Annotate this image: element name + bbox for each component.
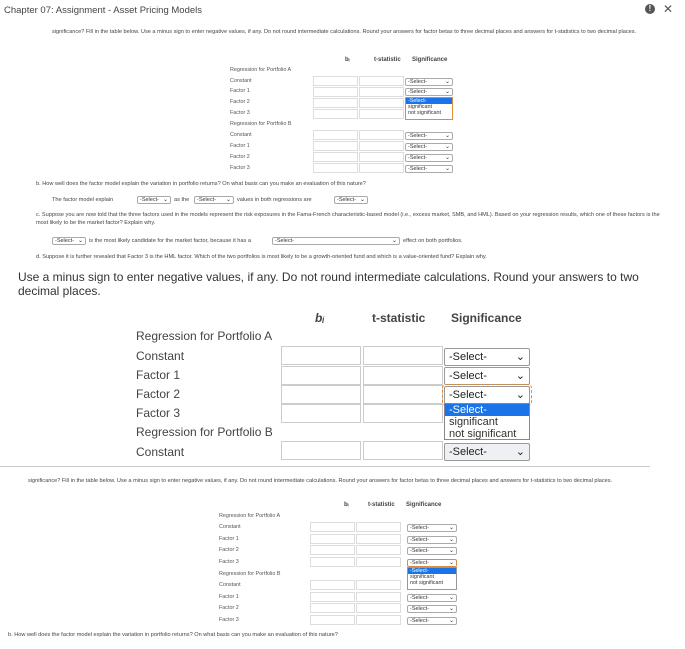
zoom-t-input[interactable] — [363, 346, 443, 365]
col-header-t: t-statistic — [374, 57, 401, 63]
group-label-b: Regression for Portfolio B — [230, 121, 292, 127]
dropdown-option[interactable]: significant — [408, 104, 432, 110]
significance-select[interactable]: -Select- ⌄ — [407, 547, 457, 555]
row-label: Factor 3 — [219, 559, 239, 565]
dropdown-option[interactable]: not significant — [449, 428, 517, 440]
row-label: Factor 1 — [219, 594, 239, 600]
close-icon[interactable]: ✕ — [663, 2, 674, 16]
zoom-significance-select[interactable]: -Select- ⌄ — [444, 367, 530, 385]
row-label: Factor 2 — [219, 605, 239, 611]
zoom-col-header-t: t-statistic — [372, 311, 426, 325]
t-input[interactable] — [356, 603, 401, 613]
bi-input[interactable] — [310, 580, 355, 590]
question-c-line: effect on both portfolios. — [403, 238, 463, 244]
significance-select[interactable]: -Select- ⌄ — [407, 524, 457, 532]
page-title: Chapter 07: Assignment - Asset Pricing Models — [4, 5, 203, 16]
chevron-down-icon: ⌄ — [448, 618, 454, 624]
bi-input[interactable] — [310, 557, 355, 567]
chevron-down-icon: ⌄ — [515, 446, 525, 458]
dropdown-option[interactable]: -Select- — [445, 404, 529, 416]
t-input[interactable] — [356, 522, 401, 532]
significance-dropdown-open[interactable] — [405, 97, 453, 120]
dropdown-option[interactable]: not significant — [410, 580, 443, 586]
question-d-text: d. Suppose it is further revealed that Factor 3 is the HML factor. Which of the two portfolios is most likely to be a growth-oriented fund and which is a value-oriented fund? Explain why. — [36, 254, 487, 260]
t-input[interactable] — [359, 130, 404, 140]
t-input[interactable] — [356, 592, 401, 602]
chevron-down-icon: ⌄ — [448, 606, 454, 612]
zoom-bi-input[interactable] — [281, 441, 361, 460]
question-b-line: values in both regressions are — [237, 197, 312, 203]
zoom-row-label: Constant — [136, 349, 185, 363]
zoom-bi-input[interactable] — [281, 385, 361, 404]
zoom-t-input[interactable] — [363, 404, 443, 423]
bi-input[interactable] — [310, 522, 355, 532]
group-label-b: Regression for Portfolio B — [219, 571, 281, 577]
zoom-t-input[interactable] — [363, 441, 443, 460]
question-c-line: is the most likely candidate for the market factor, because it has a — [89, 238, 251, 244]
zoom-row-label: Constant — [136, 445, 185, 459]
chevron-down-icon: ⌄ — [448, 525, 454, 531]
question-b-text-repeat: b. How well does the factor model explain the variation in portfolio returns? On what basis can you make an evaluation of this nature? — [8, 632, 338, 638]
significance-select[interactable]: -Select- ⌄ — [405, 132, 453, 140]
row-label: Factor 1 — [219, 536, 239, 542]
significance-select[interactable]: -Select- ⌄ — [407, 594, 457, 602]
zoom-significance-select[interactable]: -Select- ⌄ — [444, 443, 530, 461]
significance-select[interactable]: -Select- ⌄ — [407, 605, 457, 613]
chevron-down-icon: ⌄ — [444, 89, 450, 95]
row-label: Factor 2 — [230, 99, 250, 105]
col-header-bi: bᵢ — [344, 502, 349, 508]
zoom-t-input[interactable] — [363, 366, 443, 385]
bi-input[interactable] — [313, 109, 358, 119]
t-input[interactable] — [356, 534, 401, 544]
zoom-significance-dropdown-open[interactable] — [444, 403, 530, 440]
section-divider — [0, 466, 650, 467]
question-b-line: as the — [174, 197, 190, 203]
bi-input[interactable] — [313, 141, 358, 151]
t-input[interactable] — [356, 545, 401, 555]
chevron-down-icon: ⌄ — [515, 389, 525, 401]
significance-select-focused[interactable]: -Select- ⌄ — [407, 559, 457, 567]
row-label: Factor 3 — [230, 165, 250, 171]
bi-input[interactable] — [310, 534, 355, 544]
t-input[interactable] — [356, 615, 401, 625]
question-b-text: b. How well does the factor model explain the variation in portfolio returns? On what basis can you make an evaluation of this nature? — [36, 181, 366, 187]
t-input[interactable] — [359, 152, 404, 162]
question-c-text: c. Suppose you are now told that the three factors used in the models represent the risk exposures in the Fama-French characteristic-based model (i.e., excess market, SMB, and HML). Based on your regression results, which one of these factors is the most likely to be the market factor? Explain why. — [36, 212, 660, 226]
effect-select[interactable]: -Select- ⌄ — [272, 237, 400, 245]
bi-input[interactable] — [313, 76, 358, 86]
row-label: Factor 3 — [230, 110, 250, 116]
chevron-down-icon: ⌄ — [225, 197, 231, 203]
zoom-group-label-a: Regression for Portfolio A — [136, 329, 273, 343]
significance-dropdown-open[interactable] — [407, 567, 457, 590]
bi-input[interactable] — [310, 603, 355, 613]
chevron-down-icon: ⌄ — [515, 370, 525, 382]
chevron-down-icon: ⌄ — [448, 560, 454, 566]
chevron-down-icon: ⌄ — [444, 155, 450, 161]
measure-select[interactable]: -Select- ⌄ — [194, 196, 234, 204]
zoom-bi-input[interactable] — [281, 404, 361, 423]
row-label: Factor 2 — [230, 154, 250, 160]
row-label: Constant — [230, 132, 252, 138]
bi-input[interactable] — [313, 130, 358, 140]
zoom-row-label: Factor 3 — [136, 406, 181, 420]
zoom-t-input[interactable] — [363, 385, 443, 404]
chevron-down-icon: ⌄ — [162, 197, 168, 203]
factor-select[interactable]: -Select- ⌄ — [52, 237, 86, 245]
bi-input[interactable] — [313, 152, 358, 162]
question-b-line: The factor model explain — [52, 197, 114, 203]
significance-select[interactable]: -Select- ⌄ — [405, 78, 453, 86]
chevron-down-icon: ⌄ — [444, 79, 450, 85]
zoom-group-label-b: Regression for Portfolio B — [136, 425, 273, 439]
info-icon[interactable]: ! — [645, 4, 655, 14]
row-label: Constant — [230, 78, 252, 84]
bi-input[interactable] — [310, 592, 355, 602]
col-header-t: t-statistic — [368, 502, 395, 508]
t-input[interactable] — [359, 141, 404, 151]
zoom-significance-select[interactable]: -Select- ⌄ — [444, 348, 530, 366]
row-label: Factor 3 — [219, 617, 239, 623]
dropdown-option[interactable]: significant — [410, 574, 434, 580]
chevron-down-icon: ⌄ — [448, 595, 454, 601]
zoom-row-label: Factor 2 — [136, 387, 181, 401]
chevron-down-icon: ⌄ — [448, 537, 454, 543]
bi-input[interactable] — [310, 615, 355, 625]
zoom-col-header-significance: Significance — [451, 311, 522, 325]
col-header-bi: bᵢ — [345, 57, 350, 63]
bi-input[interactable] — [313, 98, 358, 108]
row-label: Factor 2 — [219, 547, 239, 553]
level-select[interactable]: -Select- ⌄ — [334, 196, 368, 204]
zoom-bi-input[interactable] — [281, 346, 361, 365]
row-label: Constant — [219, 524, 241, 530]
zoom-row-label: Factor 1 — [136, 368, 181, 382]
chevron-down-icon: ⌄ — [515, 351, 525, 363]
zoom-significance-select-focused[interactable]: -Select- ⌄ — [444, 386, 530, 404]
row-label: Factor 1 — [230, 88, 250, 94]
bi-input[interactable] — [313, 163, 358, 173]
t-input[interactable] — [359, 76, 404, 86]
significance-select[interactable]: -Select- ⌄ — [405, 165, 453, 173]
bi-input[interactable] — [310, 545, 355, 555]
zoom-bi-input[interactable] — [281, 366, 361, 385]
significance-select[interactable]: -Select- ⌄ — [405, 88, 453, 96]
zoom-intro-paragraph: Use a minus sign to enter negative values, if any. Do not round intermediate calculations. Round your answers to two decimal places. — [18, 270, 639, 298]
significance-select[interactable]: -Select- ⌄ — [407, 617, 457, 625]
significance-select[interactable]: -Select- ⌄ — [405, 143, 453, 151]
t-input[interactable] — [356, 557, 401, 567]
dropdown-option[interactable]: -Select- — [406, 98, 452, 104]
t-input[interactable] — [356, 580, 401, 590]
t-input[interactable] — [359, 109, 404, 119]
chevron-down-icon: ⌄ — [448, 548, 454, 554]
chevron-down-icon: ⌄ — [391, 238, 397, 244]
chevron-down-icon: ⌄ — [444, 133, 450, 139]
t-input[interactable] — [359, 87, 404, 97]
group-label-a: Regression for Portfolio A — [219, 513, 281, 519]
col-header-significance: Significance — [406, 502, 442, 508]
col-header-significance: Significance — [412, 57, 448, 63]
chevron-down-icon: ⌄ — [444, 144, 450, 150]
row-label: Factor 1 — [230, 143, 250, 149]
significance-select[interactable]: -Select- ⌄ — [405, 154, 453, 162]
window-header — [0, 0, 685, 22]
chevron-down-icon: ⌄ — [77, 238, 83, 244]
t-input[interactable] — [359, 163, 404, 173]
significance-select[interactable]: -Select- ⌄ — [407, 536, 457, 544]
intro-paragraph-repeat: significance? Fill in the table below. Use a minus sign to enter negative values, if any. Do not round intermediate calculations. Round your answers for factor betas to three decimal places and answers for t-statistics to two decimal places. — [28, 478, 613, 484]
zoom-col-header-bi: bᵢ — [315, 311, 325, 325]
row-label: Constant — [219, 582, 241, 588]
dropdown-option[interactable]: -Select- — [408, 568, 456, 574]
group-label-a: Regression for Portfolio A — [230, 67, 292, 73]
chevron-down-icon: ⌄ — [359, 197, 365, 203]
explain-select[interactable]: -Select- ⌄ — [137, 196, 171, 204]
intro-paragraph: significance? Fill in the table below. Use a minus sign to enter negative values, if any. Do not round intermediate calculations. Round your answers for factor betas to three decimal places and answers for t-statistics to two decimal places. — [52, 29, 637, 35]
chevron-down-icon: ⌄ — [444, 166, 450, 172]
dropdown-option[interactable]: significant — [449, 416, 498, 428]
dropdown-option[interactable]: not significant — [408, 110, 441, 116]
t-input[interactable] — [359, 98, 404, 108]
bi-input[interactable] — [313, 87, 358, 97]
